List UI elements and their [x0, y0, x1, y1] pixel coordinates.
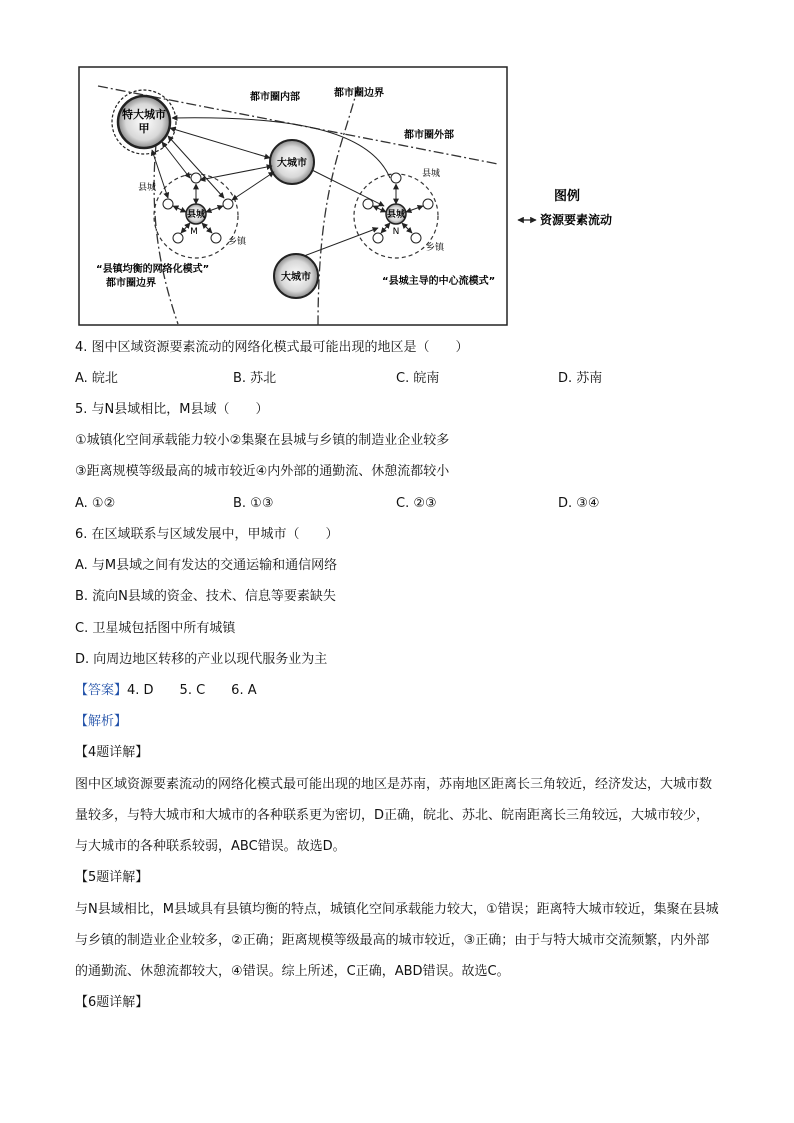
- urban-region-diagram: [78, 66, 508, 326]
- d5-title: 【5题详解】: [75, 870, 149, 885]
- county-n-label: 县城: [386, 210, 406, 220]
- d4-title: 【4题详解】: [75, 745, 149, 760]
- q5-option-a: A. ①②: [75, 496, 116, 511]
- m-label: M: [190, 227, 198, 237]
- q4-option-a: A. 皖北: [75, 371, 118, 386]
- answer-text: 4. D 5. C 6. A: [127, 683, 257, 698]
- megacity-label: 特大城市: [122, 108, 166, 121]
- answer-label: 【答案】: [75, 683, 128, 698]
- q5-option-b: B. ①③: [233, 496, 274, 511]
- big-city-1-label: 大城市: [277, 158, 307, 169]
- q5-statements-1: ①城镇化空间承载能力较小②集聚在县城与乡镇的制造业企业较多: [75, 433, 450, 448]
- q4-option-b: B. 苏北: [233, 371, 277, 386]
- q4-stem: 4. 图中区域资源要素流动的网络化模式最可能出现的地区是（ ）: [75, 340, 469, 355]
- q4-option-d: D. 苏南: [558, 371, 603, 386]
- d5-body: 与N县域相比，M县域具有县镇均衡的特点，城镇化空间承载能力较大，①错误；距离特大城市较近，集聚在县城与乡镇的制造业企业较多，②正确；距离规模等级最高的城市较近，③正确；由于与特大城市交流频繁，内外部的通勤流、休憩流都较大，④错误。综上所述，C正确，ABD错误。故选C。: [75, 902, 719, 979]
- q5-option-d: D. ③④: [558, 496, 600, 511]
- county-label-m: 县城: [138, 183, 157, 193]
- town-label-n: 乡镇: [426, 243, 445, 253]
- q5-stem: 5. 与N县域相比，M县域（ ）: [75, 402, 269, 417]
- q5-option-c: C. ②③: [396, 496, 437, 511]
- analysis-label: 【解析】: [75, 714, 128, 729]
- megacity-name: 甲: [138, 122, 150, 135]
- d4-body: 图中区域资源要素流动的网络化模式最可能出现的地区是苏南，苏南地区距离长三角较近，经济发达，大城市数量较多，与特大城市和大城市的各种联系更为密切，D正确，皖北、苏北、皖南距离长三角较远，大城市较少，与大城市的各种联系较弱，ABC错误。故选D。: [75, 777, 713, 854]
- inner-zone-label: 都市圈内部: [250, 92, 300, 103]
- q6-option-c: C. 卫星城包括图中所有城镇: [75, 621, 236, 636]
- q6-option-a: A. 与M县域之间有发达的交通运输和通信网络: [75, 558, 338, 573]
- town-label-m: 乡镇: [228, 237, 247, 247]
- border-label-top: 都市圈边界: [334, 88, 384, 99]
- outer-zone-label: 都市圈外部: [404, 130, 454, 141]
- q6-stem: 6. 在区域联系与区域发展中，甲城市（ ）: [75, 527, 339, 542]
- border-label-bottom: 都市圈边界: [106, 278, 156, 289]
- county-m-label: 县城: [186, 210, 206, 220]
- model-m-label: “县镇均衡的网络化模式”: [96, 264, 210, 275]
- big-city-2-label: 大城市: [281, 272, 311, 283]
- q5-statements-2: ③距离规模等级最高的城市较近④内外部的通勤流、休憩流都较小: [75, 464, 450, 479]
- q6-option-d: D. 向周边地区转移的产业以现代服务业为主: [75, 652, 328, 667]
- model-n-label: “县城主导的中心流模式”: [382, 276, 496, 287]
- county-label-n: 县城: [422, 169, 441, 179]
- q6-option-b: B. 流向N县域的资金、技术、信息等要素缺失: [75, 589, 336, 604]
- figure-legend: [516, 184, 656, 234]
- d6-title: 【6题详解】: [75, 995, 149, 1010]
- legend-item: 资源要素流动: [540, 213, 613, 227]
- q4-option-c: C. 皖南: [396, 371, 440, 386]
- n-label: N: [392, 227, 400, 237]
- answer-line: [75, 681, 257, 701]
- legend-title: 图例: [554, 189, 581, 204]
